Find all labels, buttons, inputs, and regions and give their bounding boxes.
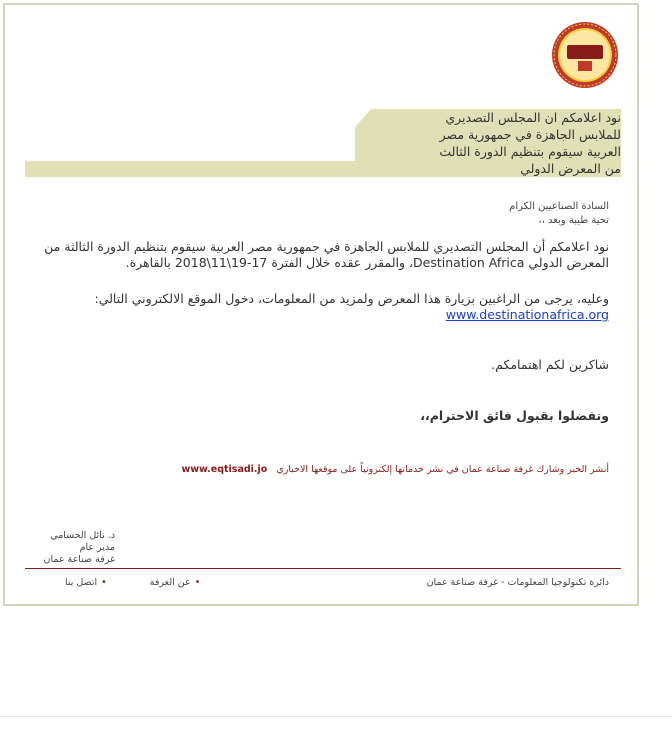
footer-divider bbox=[25, 568, 621, 569]
info-paragraph bbox=[19, 291, 609, 323]
newsletter-frame bbox=[3, 3, 639, 606]
signature-org: غرفة صناعة عمان bbox=[43, 554, 115, 565]
footer-links bbox=[25, 577, 200, 588]
page-bottom-rule bbox=[0, 716, 672, 717]
newsletter-content bbox=[25, 5, 621, 604]
promo-line bbox=[129, 464, 609, 475]
greeting-line-1: السادة الصناعيين الكرام bbox=[509, 201, 609, 212]
bullet-icon: • bbox=[194, 577, 201, 588]
signature-block bbox=[25, 530, 115, 566]
headline-text bbox=[371, 109, 621, 177]
headline-line: من المعرض الدولي bbox=[520, 161, 621, 176]
signature-name: د. نائل الحسامي bbox=[50, 530, 115, 541]
signature-title: مدير عام bbox=[79, 542, 115, 553]
chamber-logo-icon bbox=[551, 21, 619, 89]
promo-text: أنشر الخبر وشارك غرفة صناعة عمان في نشر خدماتها إلكترونياً على موقعها الاخباري bbox=[276, 464, 609, 475]
headline-band bbox=[25, 109, 621, 177]
bullet-icon: • bbox=[101, 577, 107, 588]
headline-line: العربية سيقوم بتنظيم الدورة الثالث bbox=[439, 144, 621, 159]
greeting-line-2: تحية طيبة وبعد ،، bbox=[538, 215, 609, 226]
thanks-text: شاكرين لكم اهتمامكم. bbox=[491, 357, 609, 372]
chamber-logo bbox=[551, 21, 619, 89]
promo-site-link[interactable]: www.eqtisadi.jo bbox=[181, 464, 268, 475]
exhibition-link[interactable]: www.destinationafrica.org bbox=[445, 307, 609, 322]
footer-department: دائرة تكنولوجيا المعلومات - غرفة صناعة عمان bbox=[426, 577, 609, 588]
headline-line: نود اعلامكم ان المجلس التصديري bbox=[445, 110, 621, 125]
headline-line: للملابس الجاهزة في جمهورية مصر bbox=[439, 127, 621, 142]
closing-text: وتفضلوا بقبول فائق الاحترام،، bbox=[420, 408, 609, 423]
announcement-paragraph: نود اعلامكم أن المجلس التصديري للملابس الجاهزة في جمهورية مصر العربية سيقوم بتنظيم الدورة الثالثة من المعرض الدولي Destination Africa، والمقرر عقده خلال الفترة 17-19\11\2018 بالقاهرة. bbox=[44, 239, 609, 270]
info-text: وعليه، يرجى من الراغبين بزيارة هذا المعرض ولمزيد من المعلومات، دخول الموقع الالكتروني التالي: bbox=[94, 291, 609, 306]
footer-link-contact[interactable]: •اتصل بنا bbox=[65, 577, 107, 588]
footer-link-about[interactable]: •عن الغرفة bbox=[149, 577, 201, 588]
